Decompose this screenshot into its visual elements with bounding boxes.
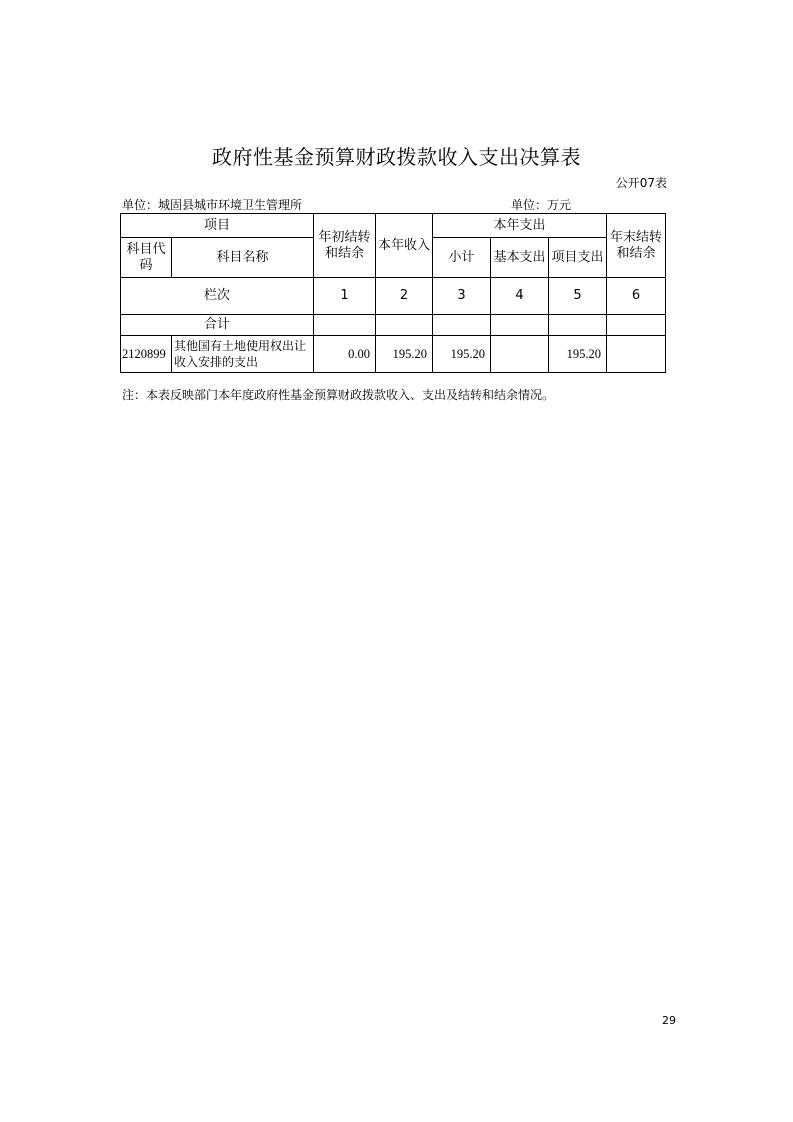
page-title: 政府性基金预算财政拨款收入支出决算表 bbox=[212, 145, 581, 169]
total-row bbox=[121, 315, 666, 336]
total-cell bbox=[314, 315, 376, 336]
column-index-cell: 3 bbox=[433, 278, 491, 315]
column-index-cell: 1 bbox=[314, 278, 376, 315]
basic-value bbox=[491, 336, 549, 373]
total-cell bbox=[549, 315, 607, 336]
fund-table bbox=[120, 213, 666, 373]
total-cell bbox=[376, 315, 433, 336]
page-number: 29 bbox=[662, 1014, 676, 1027]
header-code: 科目代码 bbox=[121, 238, 172, 278]
header-beginning-balance: 年初结转和结余 bbox=[314, 214, 376, 278]
header-name: 科目名称 bbox=[172, 238, 314, 278]
column-index-cell: 4 bbox=[491, 278, 549, 315]
header-subtotal: 小计 bbox=[433, 238, 491, 278]
reporting-unit: 单位：城固县城市环境卫生管理所 bbox=[122, 198, 303, 212]
header-expenditure: 本年支出 bbox=[433, 214, 607, 238]
income-value: 195.20 bbox=[376, 336, 433, 373]
header-ending-balance: 年末结转和结余 bbox=[607, 214, 666, 278]
total-cell bbox=[491, 315, 549, 336]
total-label: 合计 bbox=[121, 315, 314, 336]
subtotal-value: 195.20 bbox=[433, 336, 491, 373]
subject-name: 其他国有土地使用权出让收入安排的支出 bbox=[172, 336, 314, 373]
subject-code: 2120899 bbox=[121, 336, 172, 373]
header-project: 项目支出 bbox=[549, 238, 607, 278]
ending-balance-value bbox=[607, 336, 666, 373]
column-index-cell: 6 bbox=[607, 278, 666, 315]
total-cell bbox=[607, 315, 666, 336]
table-note: 注：本表反映部门本年度政府性基金预算财政拨款收入、支出及结转和结余情况。 bbox=[122, 388, 555, 402]
currency-unit: 单位：万元 bbox=[511, 198, 572, 212]
header-income: 本年收入 bbox=[376, 214, 433, 278]
total-cell bbox=[433, 315, 491, 336]
beginning-balance-value: 0.00 bbox=[314, 336, 376, 373]
project-value: 195.20 bbox=[549, 336, 607, 373]
table-row bbox=[121, 336, 666, 373]
column-index-cell: 2 bbox=[376, 278, 433, 315]
column-index-cell: 5 bbox=[549, 278, 607, 315]
column-index-label: 栏次 bbox=[121, 278, 314, 315]
header-item: 项目 bbox=[121, 214, 314, 238]
header-basic: 基本支出 bbox=[491, 238, 549, 278]
form-code: 公开07表 bbox=[615, 176, 667, 190]
